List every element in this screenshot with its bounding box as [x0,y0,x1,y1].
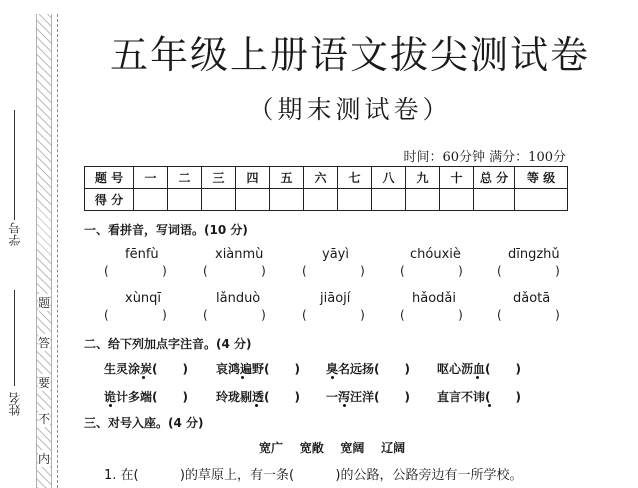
answer-blank[interactable]: ( ) [203,264,266,278]
seal-char-5: 题 [38,296,51,310]
score-col-grade: 等 级 [515,167,568,189]
answer-blank[interactable]: ( ) [400,308,463,322]
score-cell[interactable] [168,189,202,211]
score-cell[interactable] [304,189,338,211]
page-subtitle: （期末测试卷） [248,95,452,124]
score-cell[interactable] [134,189,168,211]
idiom-item[interactable]: 诡计多端( ) [104,390,189,404]
section1-title: 一、看拼音，写词语。(10 分) [84,223,248,237]
pinyin: xiànmù [215,247,264,262]
answer-blank[interactable]: ( ) [400,264,463,278]
emphasis-dot [343,404,346,407]
idiom-item[interactable]: 一泻汪洋( ) [326,390,411,404]
idiom-item[interactable]: 玲珑剔透( ) [216,390,301,404]
answer-blank[interactable]: ( ) [302,264,365,278]
pinyin: lǎnduò [216,291,261,306]
answer-blank[interactable]: ( ) [203,308,266,322]
score-cell[interactable] [236,189,270,211]
word-options: 宽广 宽敞 宽阔 辽阔 [259,441,406,455]
score-cell[interactable] [474,189,515,211]
idiom-item[interactable]: 生灵涂炭( ) [104,362,189,376]
pinyin: dīngzhǔ [508,247,560,262]
time-info: 时间：60分钟 满分：100分 [403,150,566,165]
score-value-row [85,189,568,211]
idiom-item[interactable]: 呕心沥血( ) [437,362,522,376]
score-table [84,166,568,211]
name-label: 姓名 [8,392,22,416]
score-col-8: 八 [372,167,406,189]
score-col-4: 四 [236,167,270,189]
score-row-label: 得 分 [85,189,134,211]
score-cell[interactable] [515,189,568,211]
seal-char-4: 答 [38,336,51,350]
score-col-5: 五 [270,167,304,189]
pinyin: chóuxiè [410,247,461,262]
score-col-9: 九 [406,167,440,189]
score-col-label: 题 号 [85,167,134,189]
score-col-6: 六 [304,167,338,189]
id-label: 学号 [8,222,22,246]
emphasis-dot [488,404,491,407]
score-col-total: 总 分 [474,167,515,189]
section2-title: 二、给下列加点字注音。(4 分) [84,337,252,351]
emphasis-dot [476,376,479,379]
emphasis-dot [109,404,112,407]
score-cell[interactable] [202,189,236,211]
score-cell[interactable] [440,189,474,211]
pinyin: xùnqī [125,291,162,306]
score-cell[interactable] [270,189,304,211]
pinyin: yāyì [322,247,349,262]
score-cell[interactable] [406,189,440,211]
id-underline [14,110,15,220]
answer-blank[interactable]: ( ) [497,264,560,278]
section3-title: 三、对号入座。(4 分) [84,416,204,430]
score-col-2: 二 [168,167,202,189]
answer-blank[interactable]: ( ) [104,308,167,322]
name-underline [14,290,15,386]
emphasis-dot [142,376,145,379]
emphasis-dot [255,404,258,407]
emphasis-dot [331,376,334,379]
idiom-item[interactable]: 哀鸿遍野( ) [216,362,301,376]
score-col-10: 十 [440,167,474,189]
pinyin: hǎodǎi [412,291,456,306]
seal-char-1: 内 [38,452,51,466]
score-cell[interactable] [338,189,372,211]
answer-blank[interactable]: ( ) [104,264,167,278]
seal-char-2: 不 [38,412,51,426]
score-header-row [85,167,568,189]
idiom-item[interactable]: 臭名远扬( ) [326,362,411,376]
score-cell[interactable] [372,189,406,211]
question-1[interactable]: 1. 在( )的草原上，有一条( )的公路，公路旁边有一所学校。 [104,468,523,483]
answer-blank[interactable]: ( ) [497,308,560,322]
emphasis-dot [241,376,244,379]
score-col-1: 一 [134,167,168,189]
fold-line [57,14,58,488]
answer-blank[interactable]: ( ) [302,308,365,322]
idiom-item[interactable]: 直言不讳( ) [437,390,522,404]
score-col-7: 七 [338,167,372,189]
binding-margin [0,0,62,488]
pinyin: jiāojí [320,291,351,306]
page-title: 五年级上册语文拔尖测试卷 [109,33,590,77]
pinyin: fēnfù [125,247,159,262]
score-col-3: 三 [202,167,236,189]
pinyin: dǎotā [513,291,551,306]
seal-char-3: 要 [38,376,51,390]
